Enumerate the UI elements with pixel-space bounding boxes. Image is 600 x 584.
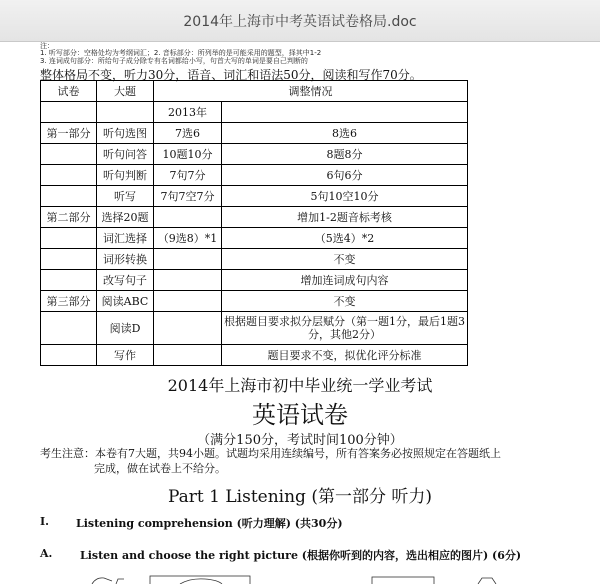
exam-scoring: （满分150分，考试时间100分钟） xyxy=(197,433,403,448)
note-line: 1. 听写部分：空格处均为考纲词汇；2. 音标部分：所列举的是可能采用的题型，择其中1-2 xyxy=(40,49,322,57)
window-titlebar xyxy=(0,0,600,42)
window-title: 2014年上海市中考英语试卷格局.doc xyxy=(183,14,417,30)
format-summary: 整体格局不变，听力30分，语音、词汇和语法50分，阅读和写作70分。 xyxy=(40,68,422,82)
header-paper: 试卷 xyxy=(41,81,97,102)
adjustment-table xyxy=(40,80,468,366)
note-heading: 注： xyxy=(40,42,54,50)
notice-line: 考生注意：本卷有7大题，共94小题。试题均采用连续编号，所有答案务必按照规定在答题纸上 xyxy=(40,447,501,460)
picture-frame xyxy=(372,577,434,584)
picture-item xyxy=(478,578,496,584)
year-label: 2013年 xyxy=(154,102,222,123)
table-row: 听写 7句7空7分 5句10空10分 xyxy=(41,186,468,207)
part1-heading: Part 1 Listening (第一部分 听力) xyxy=(167,487,433,507)
section-number: I. xyxy=(40,515,49,528)
table-row: 第一部分 听句选图 7选6 8选6 xyxy=(41,123,468,144)
table-row: 词形转换 不变 xyxy=(41,249,468,270)
subsection-heading: Listen and choose the right picture (根据你听到的内容，选出相应的图片) (6分) xyxy=(80,549,522,562)
document-page[interactable] xyxy=(0,42,600,584)
table-row: 改写句子 增加连词成句内容 xyxy=(41,270,468,291)
note-line: 3. 连词成句部分：所给句子成分除专有名词都给小写，句首大写的单词是要自己判断的 xyxy=(40,57,308,65)
header-adjustment: 调整情况 xyxy=(154,81,468,102)
picture-item xyxy=(180,579,222,584)
exam-subject: 英语试卷 xyxy=(252,401,348,429)
table-row: 词汇选择 （9选8）*1 （5选4）*2 xyxy=(41,228,468,249)
table-row: 阅读D 根据题目要求拟分层赋分（第一题1分，最后1题3分，其他2分） xyxy=(41,312,468,345)
picture-strip xyxy=(0,575,600,584)
table-row: 听句判断 7句7分 6句6分 xyxy=(41,165,468,186)
candidate-notice xyxy=(40,446,580,476)
table-row: 第三部分 阅读ABC 不变 xyxy=(41,291,468,312)
table-row: 写作 题目要求不变，拟优化评分标准 xyxy=(41,345,468,366)
table-row: 听句问答 10题10分 8题8分 xyxy=(41,144,468,165)
picture-frame xyxy=(150,576,250,584)
table-year-row xyxy=(41,102,468,123)
exam-title: 2014年上海市初中毕业统一学业考试 xyxy=(167,376,433,395)
table-header-row xyxy=(41,81,468,102)
subsection-number: A. xyxy=(40,547,53,560)
picture-item xyxy=(92,578,124,584)
table-row: 第二部分 选择20题 增加1-2题音标考核 xyxy=(41,207,468,228)
section-heading: Listening comprehension (听力理解) (共30分) xyxy=(76,517,343,530)
notice-line: 完成，做在试卷上不给分。 xyxy=(94,462,226,475)
header-section: 大题 xyxy=(97,81,154,102)
